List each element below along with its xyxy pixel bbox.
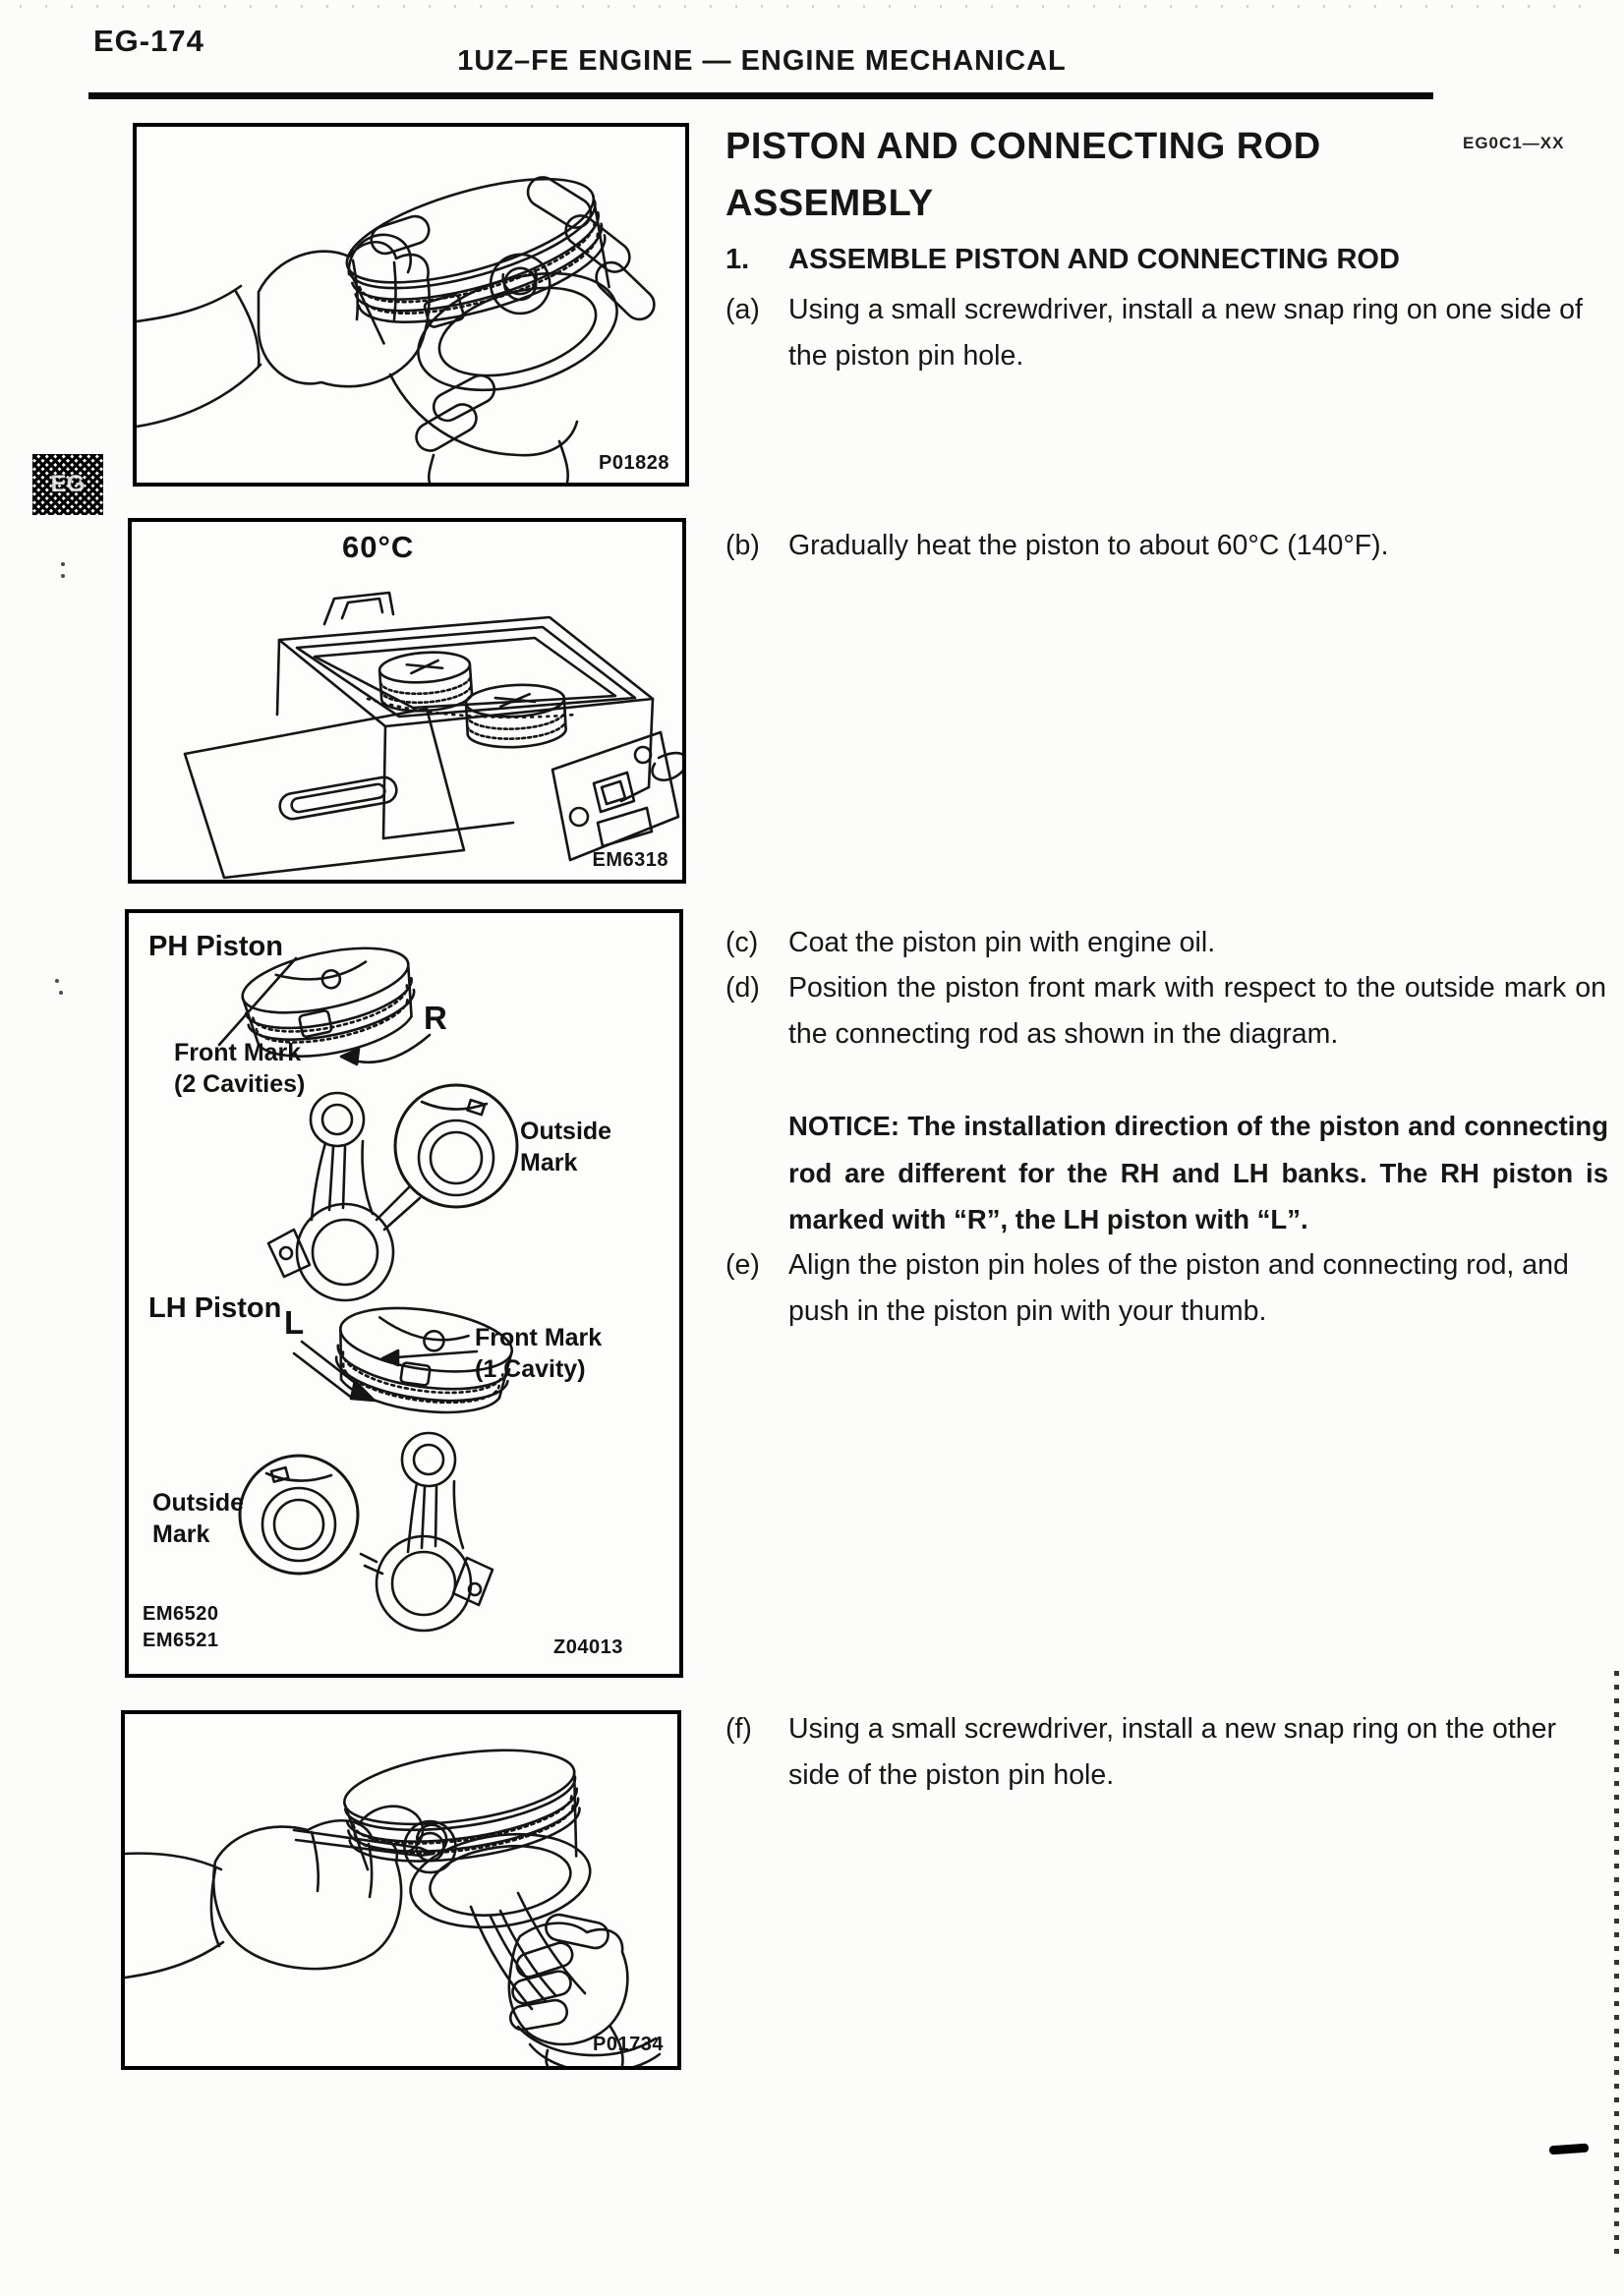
item-a-text: Using a small screwdriver, install a new snap ring on one side of the piston pin hole. (788, 294, 1583, 372)
item-f-text: Using a small screwdriver, install a new snap ring on the other side of the piston pin hole. (788, 1713, 1556, 1791)
heater-tank-illustration (277, 593, 653, 838)
lh-magnifier-illustration (240, 1456, 358, 1574)
l-mark-letter: L (284, 1304, 305, 1341)
figure-piston-heater (128, 518, 686, 884)
item-c-label: (c) (725, 927, 759, 958)
item-b-text: Gradually heat the piston to about 60°C (140°F). (788, 530, 1389, 561)
item-a (725, 287, 1610, 379)
figure-piston-snapring-1 (133, 123, 689, 487)
item-f-label: (f) (725, 1713, 752, 1745)
rh-outside-mark-label: Outside Mark (520, 1118, 612, 1177)
rh-magnifier-illustration (395, 1085, 517, 1207)
piston-illustration (336, 157, 638, 423)
rh-piston-title: PH Piston (148, 931, 283, 962)
item-b-label: (b) (725, 530, 760, 561)
item-f (725, 1706, 1610, 1799)
knob-icon (570, 808, 588, 826)
temperature-label: 60°C (342, 530, 415, 564)
page-title-line1: PISTON AND CONNECTING ROD (725, 126, 1321, 167)
article-code: EG0C1—XX (1463, 134, 1565, 152)
control-panel-illustration (552, 732, 678, 860)
item-b (725, 523, 1610, 569)
r-mark-letter: R (424, 1000, 447, 1036)
piston-in-hands-illustration (137, 127, 685, 483)
heater-illustration (132, 522, 682, 880)
page-title-line2: ASSEMBLY (725, 183, 934, 224)
figure-code: EM6318 (592, 849, 668, 871)
lh-piston-title: LH Piston (148, 1292, 282, 1324)
front-mark-2-label: Front Mark (2 Cavities) (174, 1039, 306, 1098)
snapring-install-illustration (125, 1714, 677, 2066)
front-mark-1-label: Front Mark (1 Cavity) (475, 1324, 603, 1383)
page-number: EG-174 (93, 24, 204, 58)
item-e (725, 1242, 1610, 1335)
scan-speck (61, 562, 65, 566)
section-tab-eg (32, 454, 103, 515)
item-d-label: (d) (725, 972, 760, 1004)
step-1-number: 1. (725, 244, 750, 275)
header-title: 1UZ–FE ENGINE — ENGINE MECHANICAL (457, 45, 1067, 77)
left-hand-illustration (125, 1807, 423, 1978)
item-e-text: Align the piston pin holes of the piston and connecting rod, and push in the piston pin with your thumb. (788, 1249, 1569, 1327)
lid-illustration (185, 709, 464, 878)
r-arrow (341, 1035, 430, 1064)
figure-piston-marks-diagram (125, 909, 683, 1678)
scan-dots-right-edge (1614, 1671, 1619, 2261)
figure-code: P01828 (599, 452, 669, 474)
lower-hand-illustration (390, 371, 577, 483)
scan-smudge (1549, 2144, 1590, 2155)
scan-noise-top (20, 5, 1593, 8)
scan-speck (59, 991, 63, 995)
left-hand-illustration (137, 235, 430, 427)
figure-code: P01734 (593, 2034, 664, 2055)
step-1-heading (725, 244, 1400, 276)
figure-code: Z04013 (553, 1636, 623, 1658)
item-d (725, 965, 1610, 1058)
figure-piston-snapring-2 (121, 1710, 681, 2070)
section-tab-label: EG (50, 471, 86, 497)
figure-codes: EM6520 EM6521 (143, 1603, 219, 1651)
item-a-label: (a) (725, 294, 760, 325)
scan-speck (61, 574, 65, 578)
lh-outside-mark-label: Outside Mark (152, 1489, 245, 1548)
lh-rod-illustration (361, 1433, 493, 1631)
notice-text: NOTICE: The installation direction of the piston and connecting rod are different for the RH and LH banks. The RH piston is marked with “R”, the LH piston with “L”. (788, 1111, 1608, 1234)
page-title (725, 118, 1321, 232)
step-1-text: ASSEMBLE PISTON AND CONNECTING ROD (788, 244, 1400, 275)
item-d-text: Position the piston front mark with respect to the outside mark on the connecting rod as shown in the diagram. (788, 972, 1606, 1050)
item-c (725, 920, 1610, 966)
item-e-label: (e) (725, 1249, 760, 1281)
item-c-text: Coat the piston pin with engine oil. (788, 927, 1216, 958)
rh-rod-illustration (268, 1093, 420, 1300)
scan-speck (55, 979, 59, 983)
header-rule (88, 92, 1433, 99)
